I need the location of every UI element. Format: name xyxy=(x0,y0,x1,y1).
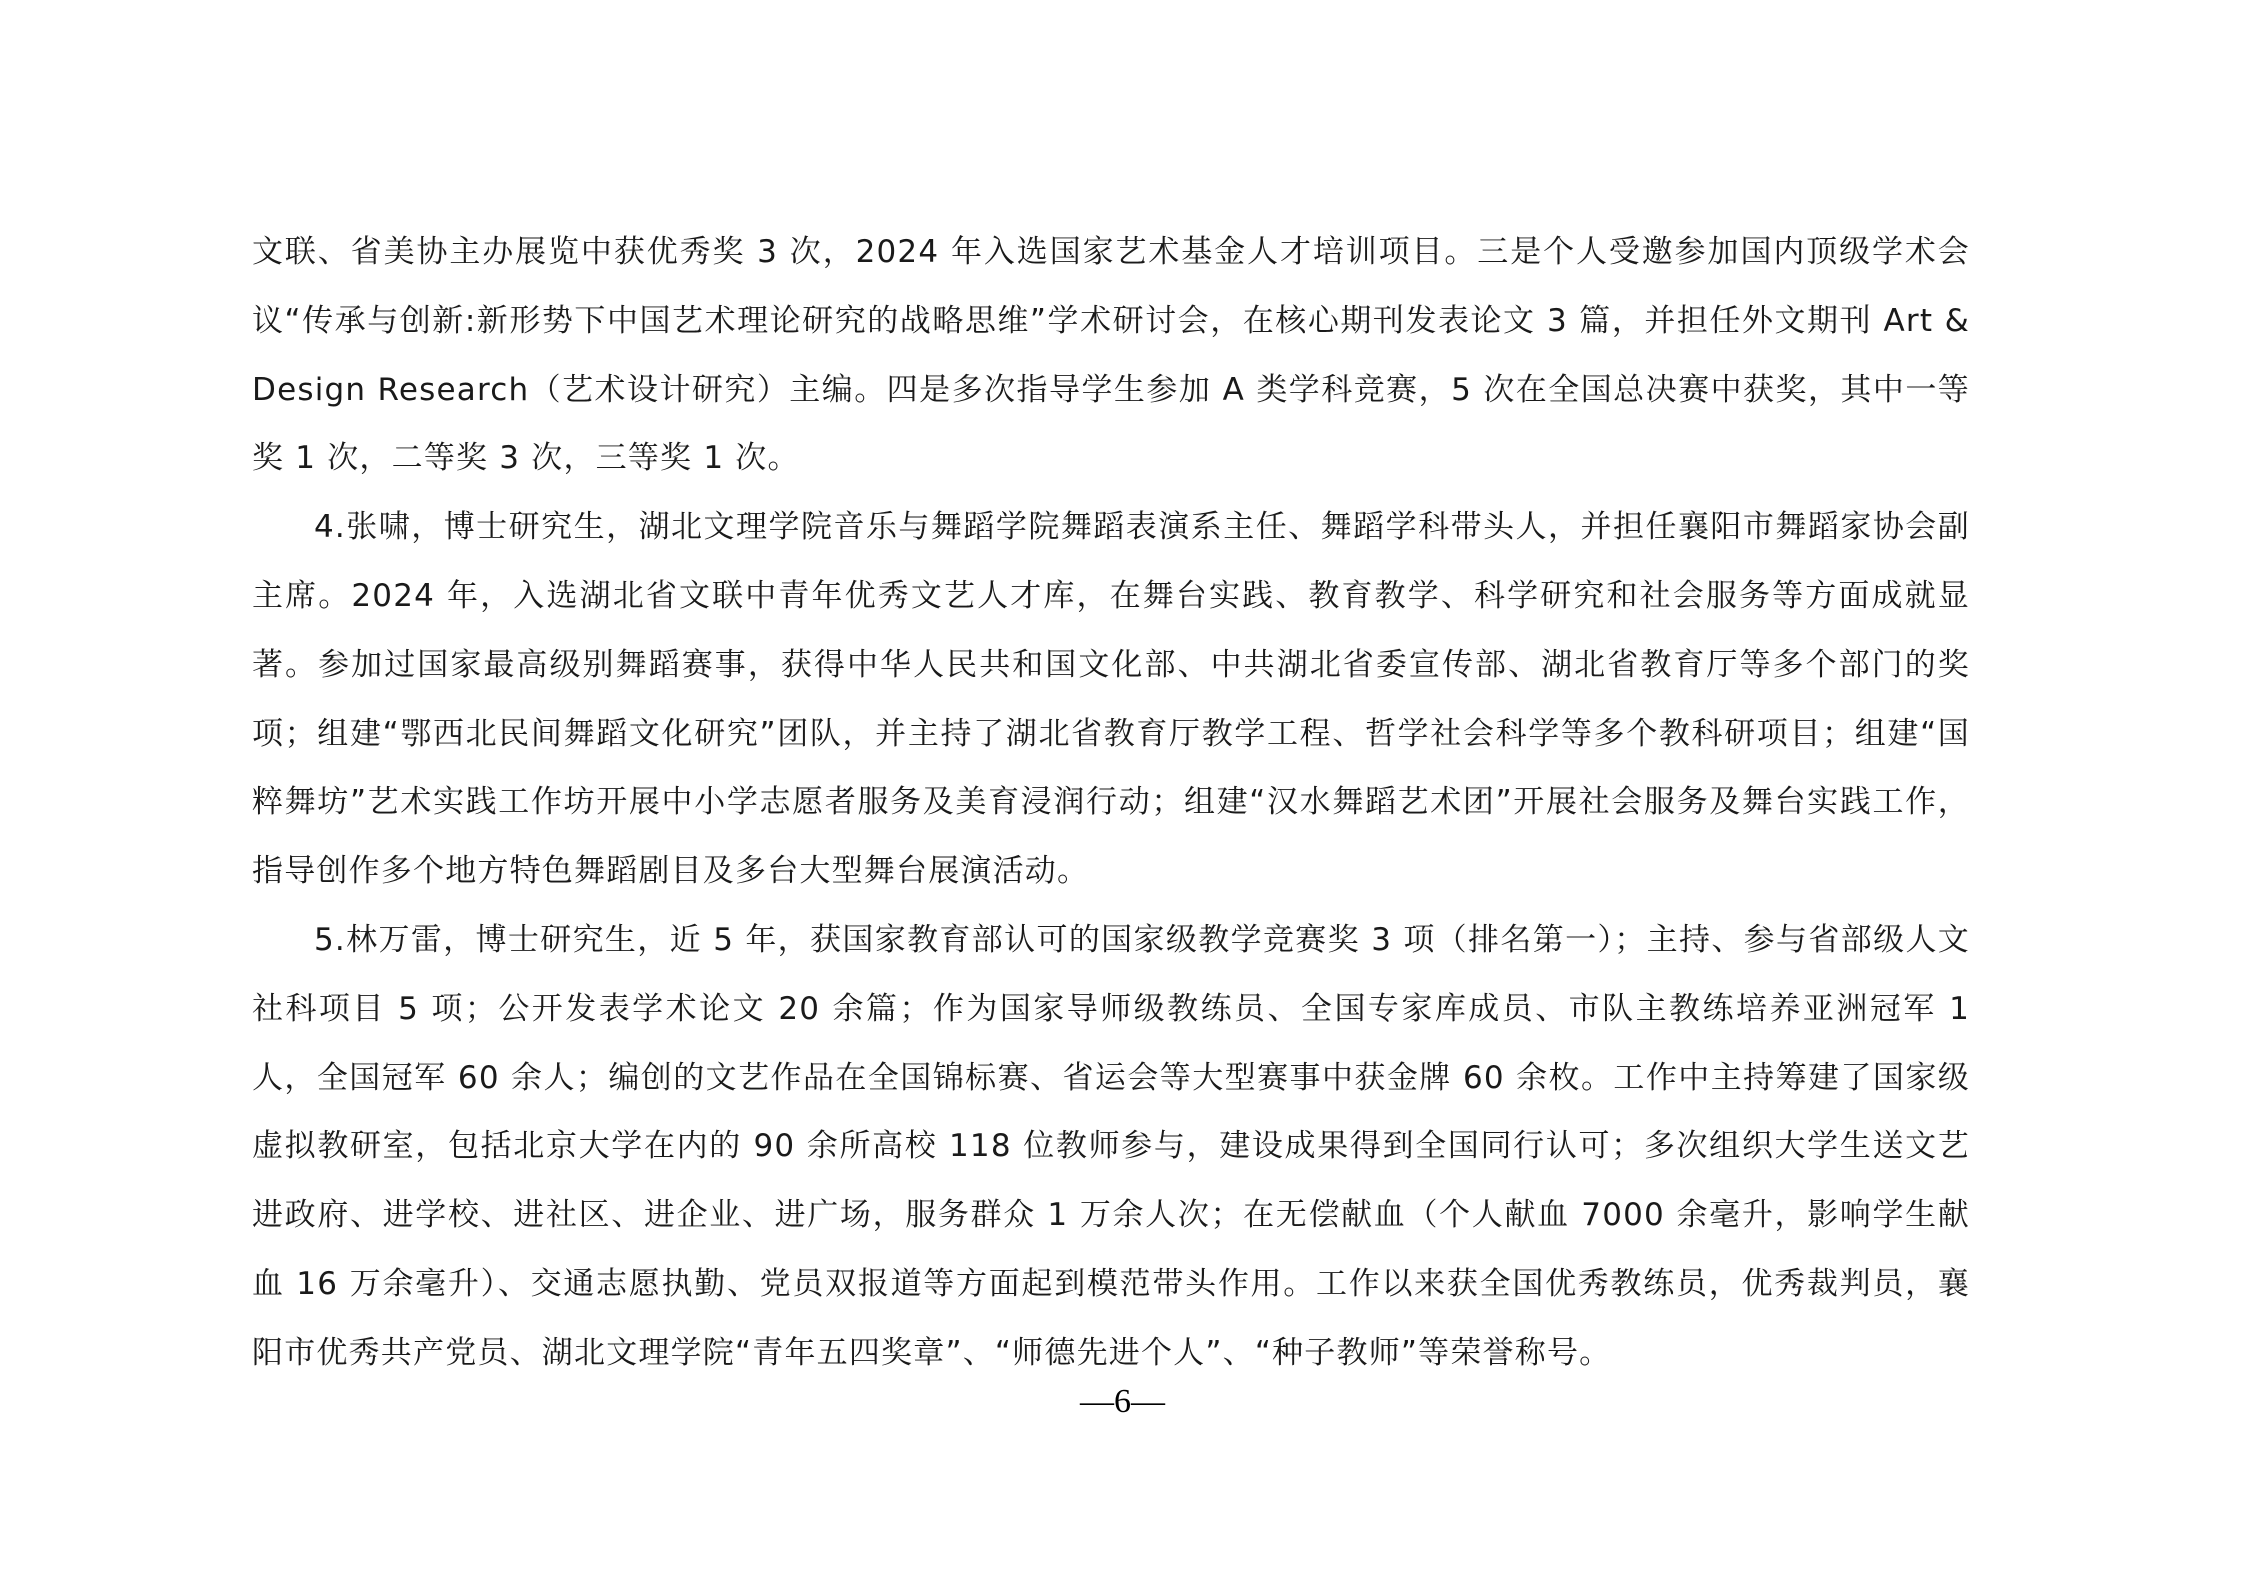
page-number: —6— xyxy=(1080,1383,1165,1420)
paragraph-lin-wanlei: 5.林万雷，博士研究生，近 5 年，获国家教育部认可的国家级教学竞赛奖 3 项（排名第一）；主持、参与省部级人文社科项目 5 项；公开发表学术论文 20 余篇；作为国家导师级教练员、全国专家库成员、市队主教练培养亚洲冠军 1 人，全国冠军 60 余人；编创的文艺作品在全国锦标赛、省运会等大型赛事中获金牌 60 余枚。工作中主持筹建了国家级虚拟教研室，包括北京大学在内的 90 余所高校 118 位教师参与，建设成果得到全国同行认可；多次组织大学生送文艺进政府、进学校、进社区、进企业、进广场，服务群众 1 万余人次；在无偿献血（个人献血 7000 余毫升，影响学生献血 16 万余毫升）、交通志愿执勤、党员双报道等方面起到模范带头作用。工作以来获全国优秀教练员，优秀裁判员，襄阳市优秀共产党员、湖北文理学院“青年五四奖章”、“师德先进个人”、“种子教师”等荣誉称号。 xyxy=(252,921,1970,1371)
paragraph-continuation: 文联、省美协主办展览中获优秀奖 3 次，2024 年入选国家艺术基金人才培训项目。三是个人受邀参加国内顶级学术会议“传承与创新:新形势下中国艺术理论研究的战略思维”学术研讨会，在核心期刊发表论文 3 篇，并担任外文期刊 Art & Design Research（艺术设计研究）主编。四是多次指导学生参加 A 类学科竞赛，5 次在全国总决赛中获奖，其中一等奖 1 次，二等奖 3 次，三等奖 1 次。 xyxy=(252,234,1970,477)
paragraph-zhang-xiao: 4.张啸，博士研究生，湖北文理学院音乐与舞蹈学院舞蹈表演系主任、舞蹈学科带头人，并担任襄阳市舞蹈家协会副主席。2024 年，入选湖北省文联中青年优秀文艺人才库，在舞台实践、教育教学、科学研究和社会服务等方面成就显著。参加过国家最高级别舞蹈赛事，获得中华人民共和国文化部、中共湖北省委宣传部、湖北省教育厅等多个部门的奖项；组建“鄂西北民间舞蹈文化研究”团队，并主持了湖北省教育厅教学工程、哲学社会科学等多个教科研项目；组建“国粹舞坊”艺术实践工作坊开展中小学志愿者服务及美育浸润行动；组建“汉水舞蹈艺术团”开展社会服务及舞台实践工作，指导创作多个地方特色舞蹈剧目及多台大型舞台展演活动。 xyxy=(252,509,1970,890)
body-text xyxy=(252,218,1970,1388)
